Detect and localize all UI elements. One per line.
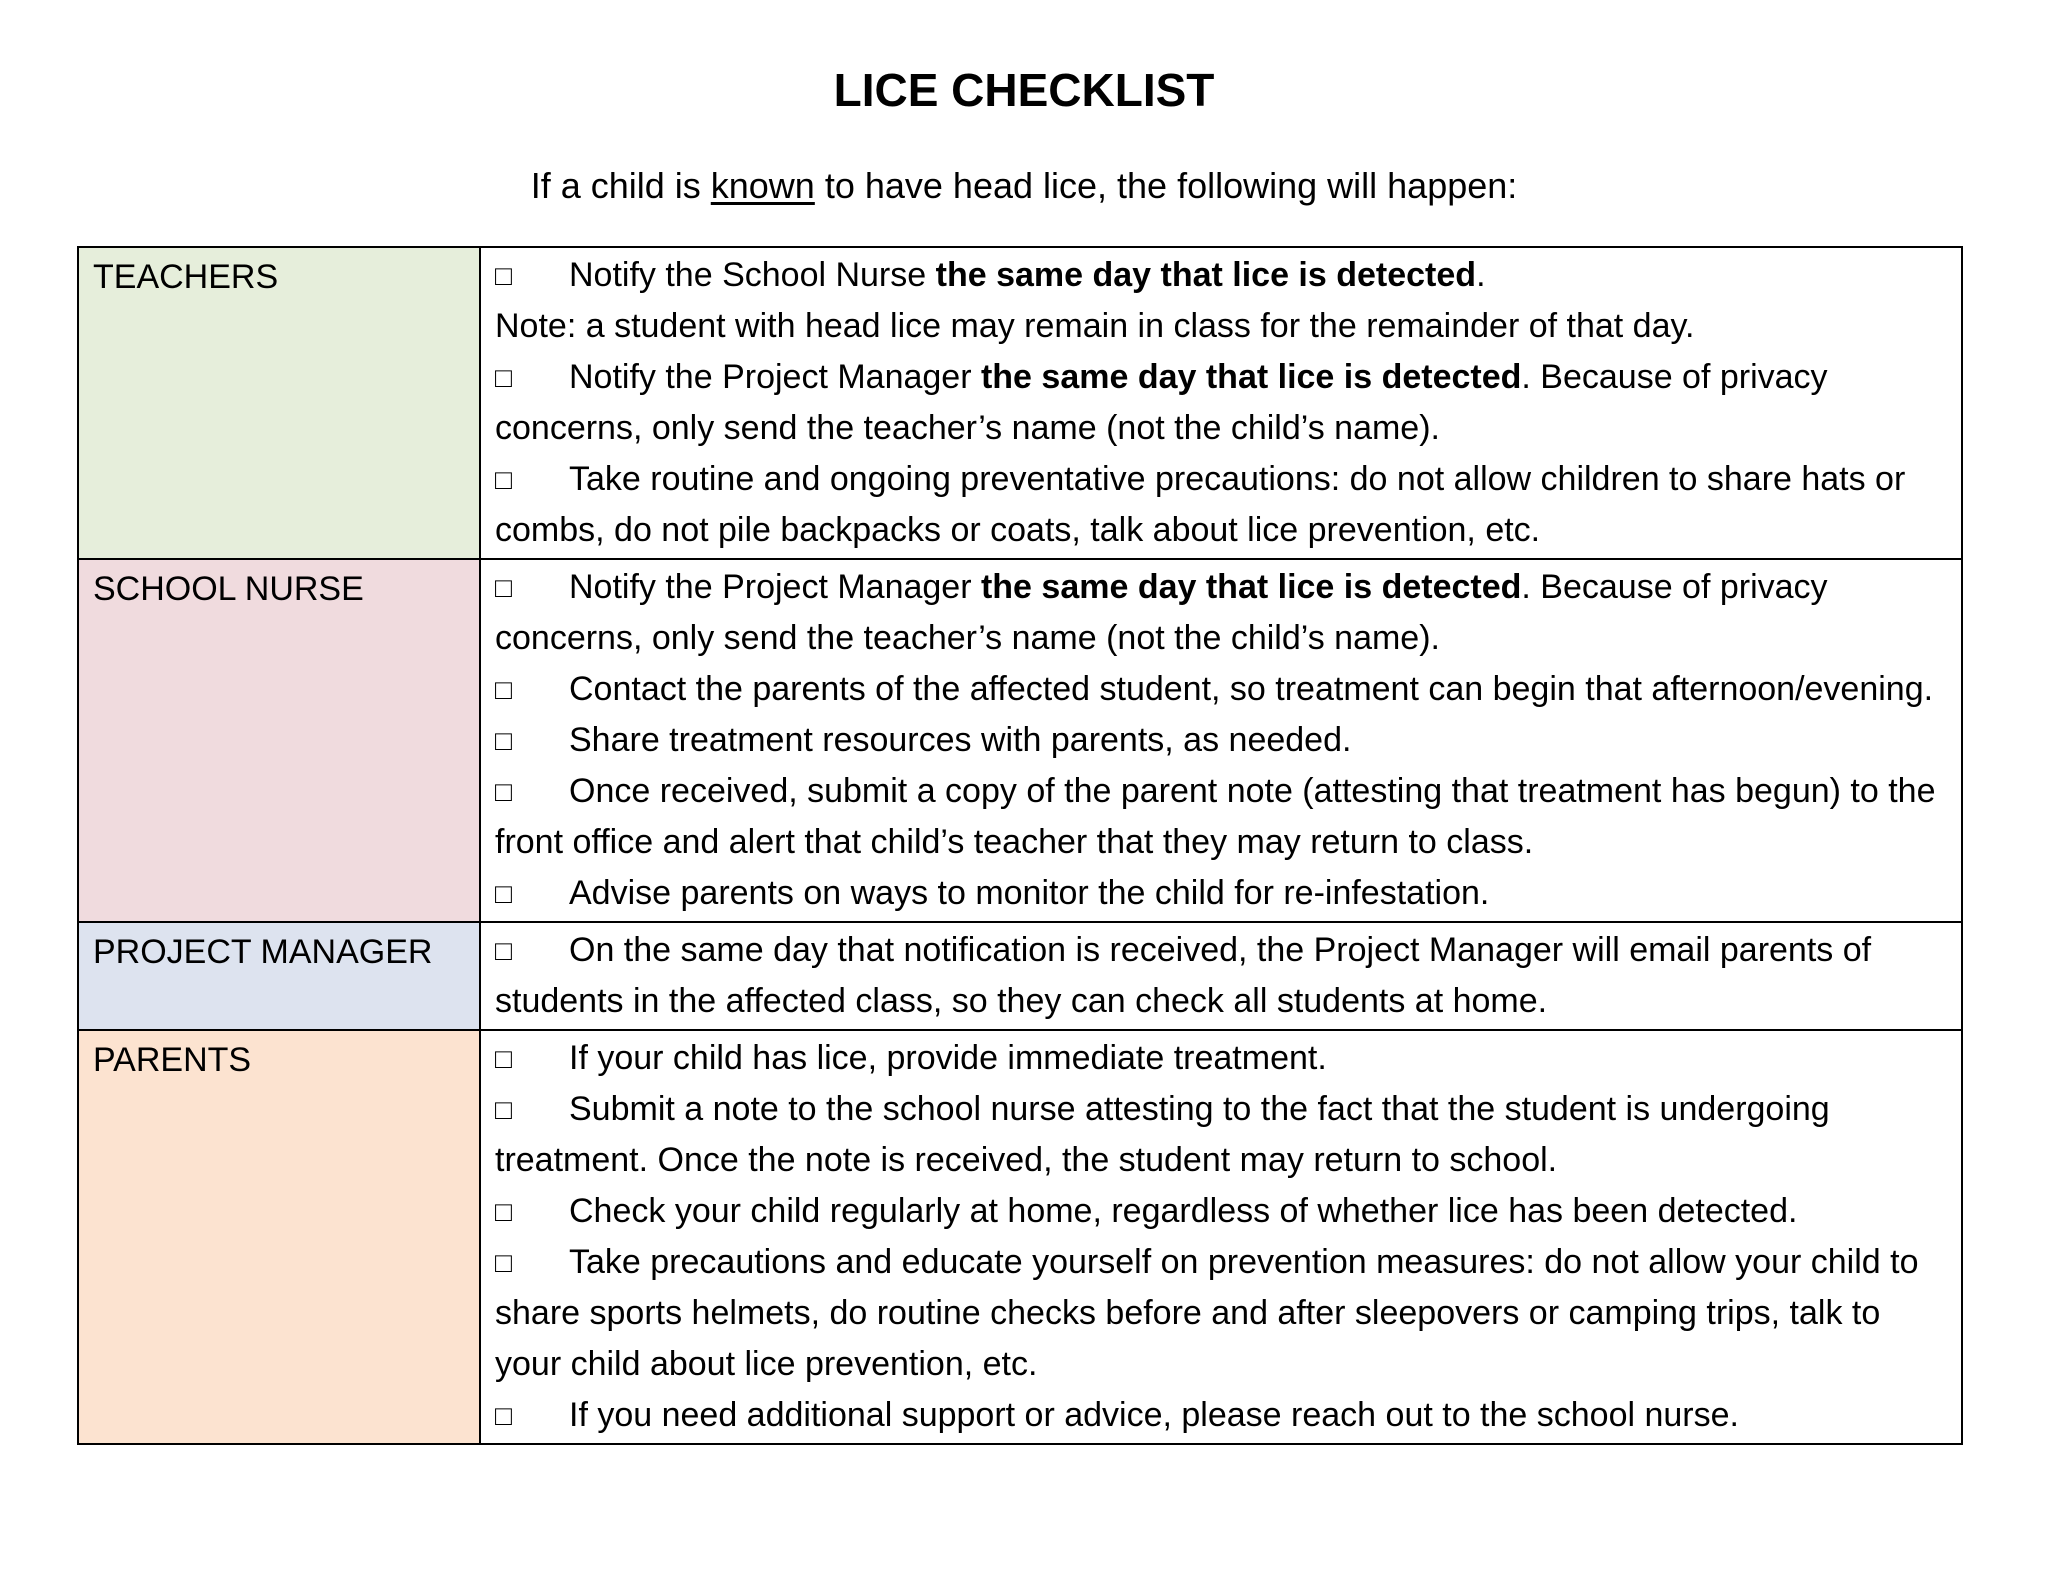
checklist-item [495, 766, 1947, 868]
item-text: Once received, submit a copy of the parent note (attesting that treatment has begun) to the front office and alert that child’s teacher that they may return to class. [495, 772, 1936, 861]
checklist-item [495, 352, 1947, 454]
checklist-item [495, 250, 1947, 301]
checkbox-icon: □ [495, 935, 512, 966]
checklist-item [495, 925, 1947, 1027]
role-label: PARENTS [78, 1030, 480, 1444]
checklist-item [495, 1186, 1947, 1237]
checklist-item [495, 715, 1947, 766]
item-text: On the same day that notification is received, the Project Manager will email parents of students in the affected class, so they can check all students at home. [495, 931, 1872, 1020]
checklist-row-school-nurse [78, 559, 1962, 922]
checklist-item [495, 1237, 1947, 1390]
checkbox-icon: □ [495, 464, 512, 495]
checklist-row-project-manager [78, 922, 1962, 1030]
item-text-after: . Because of privacy concerns, only send the teacher’s name (not the child’s name). [495, 568, 1828, 657]
item-text: Notify the Project Manager [569, 568, 981, 606]
item-text: If you need additional support or advice, please reach out to the school nurse. [569, 1396, 1739, 1434]
item-text: Submit a note to the school nurse attesting to the fact that the student is undergoing treatment. Once the note is received, the student may return to school. [495, 1090, 1830, 1179]
role-label: SCHOOL NURSE [78, 559, 480, 922]
item-text: Share treatment resources with parents, as needed. [569, 721, 1352, 759]
checkbox-icon: □ [495, 260, 512, 291]
checkbox-icon: □ [495, 674, 512, 705]
checkbox-icon: □ [495, 1043, 512, 1074]
checkbox-icon: □ [495, 1400, 512, 1431]
item-emphasis: the same day that lice is detected [935, 256, 1477, 294]
item-text-after: . [1476, 256, 1486, 294]
checklist-item [495, 1390, 1947, 1441]
role-items [480, 1030, 1962, 1444]
checklist-item [495, 664, 1947, 715]
item-text: Contact the parents of the affected student, so treatment can begin that afternoon/evening. [569, 670, 1934, 708]
role-label: PROJECT MANAGER [78, 922, 480, 1030]
item-emphasis: the same day that lice is detected [980, 358, 1522, 396]
item-text: Advise parents on ways to monitor the child for re-infestation. [569, 874, 1490, 912]
checkbox-icon: □ [495, 725, 512, 756]
item-text: If your child has lice, provide immediate treatment. [569, 1039, 1327, 1077]
role-items [480, 922, 1962, 1030]
item-text: Take precautions and educate yourself on prevention measures: do not allow your child to share sports helmets, do routine checks before and after sleepovers or camping trips, talk to your child about lice prevention, etc. [495, 1243, 1919, 1383]
checklist-item [495, 1033, 1947, 1084]
item-text: Check your child regularly at home, regardless of whether lice has been detected. [569, 1192, 1798, 1230]
item-text: Take routine and ongoing preventative precautions: do not allow children to share hats or combs, do not pile backpacks or coats, talk about lice prevention, etc. [495, 460, 1906, 549]
checkbox-icon: □ [495, 1094, 512, 1125]
checklist-item [495, 454, 1947, 556]
checklist-table [77, 246, 1963, 1445]
item-text-after: . Because of privacy concerns, only send the teacher’s name (not the child’s name). [495, 358, 1828, 447]
subtitle-underlined-word: known [710, 165, 815, 206]
checklist-row-teachers [78, 247, 1962, 559]
item-emphasis: the same day that lice is detected [980, 568, 1522, 606]
item-text: Notify the School Nurse [569, 256, 936, 294]
checkbox-icon: □ [495, 1247, 512, 1278]
checkbox-icon: □ [495, 776, 512, 807]
role-items [480, 559, 1962, 922]
checkbox-icon: □ [495, 362, 512, 393]
checklist-note: Note: a student with head lice may remain in class for the remainder of that day. [495, 307, 1695, 345]
checkbox-icon: □ [495, 878, 512, 909]
role-items [480, 247, 1962, 559]
checklist-item [495, 1084, 1947, 1186]
checklist-item [495, 868, 1947, 919]
checkbox-icon: □ [495, 1196, 512, 1227]
item-text: Notify the Project Manager [569, 358, 981, 396]
checkbox-icon: □ [495, 572, 512, 603]
checklist-item [495, 562, 1947, 664]
subtitle-text-after: to have head lice, the following will happen: [814, 165, 1518, 206]
role-label: TEACHERS [78, 247, 480, 559]
page-title: LICE CHECKLIST [833, 64, 1215, 116]
subtitle-text-before: If a child is [530, 165, 711, 206]
checklist-row-parents [78, 1030, 1962, 1444]
page-subtitle [0, 162, 2048, 210]
